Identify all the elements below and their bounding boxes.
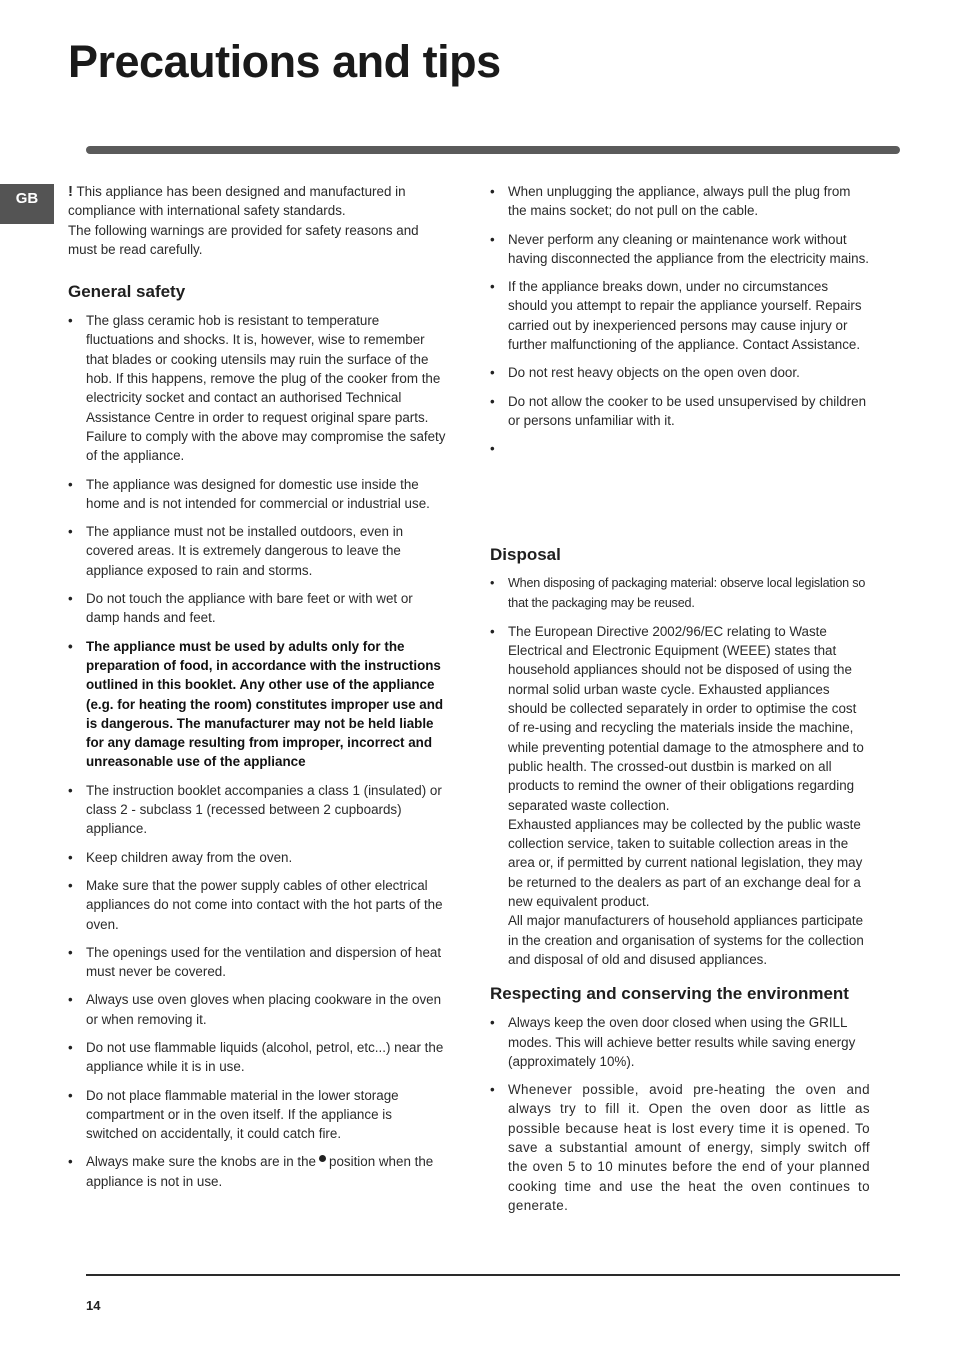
list-item: • Do not use flammable liquids (alcohol, petrol, etc...) near the appliance while it is in use. — [68, 1038, 446, 1077]
knob-text-after: position when the appliance is not in use. — [86, 1154, 434, 1189]
list-item: • The instruction booklet accompanies a class 1 (insulated) or class 2 - subclass 1 (recessed between 2 cupboards) appliance. — [68, 781, 446, 839]
list-item: • Keep children away from the oven. — [68, 848, 446, 867]
language-tab: GB — [0, 184, 54, 224]
general-safety-heading: General safety — [68, 282, 186, 302]
left-column — [68, 182, 446, 1200]
environment-list — [490, 1013, 870, 1215]
empty-list-item — [490, 439, 870, 458]
knob-text-before: Always make sure the knobs are in the — [86, 1154, 316, 1170]
list-item: • Do not touch the appliance with bare feet or with wet or damp hands and feet. — [68, 589, 446, 628]
general-safety-section — [68, 281, 446, 1191]
warning-mark: ! — [68, 183, 73, 200]
safety-list-continued — [490, 182, 870, 458]
header-divider — [86, 146, 900, 154]
page-title: Precautions and tips — [68, 36, 501, 87]
list-item-important: • The appliance must be used by adults only for the preparation of food, in accordance with the instructions outlined in this booklet. Any other use of the appliance (e.g. for heating the room) constitutes improper use and is dangerous. The manufacturer may not be held liable for any damage resulting from improper, incorrect and unreasonable use of the appliance — [68, 637, 446, 772]
disposal-section — [490, 544, 870, 969]
intro-notice — [68, 182, 446, 259]
intro-line-1: This appliance has been designed and manufactured in compliance with international safety standards. — [68, 184, 406, 219]
list-item: • Always use oven gloves when placing cookware in the oven or when removing it. — [68, 990, 446, 1029]
list-item-weee — [490, 622, 870, 969]
disposal-heading: Disposal — [490, 545, 561, 565]
right-column — [490, 182, 870, 1224]
weee-paragraph-2: Exhausted appliances may be collected by the public waste collection service, taken to suitable collection areas in the area or, if permitted by current national legislation, they may be returned to the dealers as part of an exchange deal for a new equivalent product. — [508, 816, 863, 910]
list-item: • When unplugging the appliance, always pull the plug from the mains socket; do not pull on the cable. — [490, 182, 870, 221]
list-item: • The appliance was designed for domestic use inside the home and is not intended for commercial or industrial use. — [68, 475, 446, 514]
general-safety-list — [68, 311, 446, 1191]
list-item: • Whenever possible, avoid pre-heating the oven and always try to fill it. Open the oven door as little as possible because heat is lost every time it is opened. To save a substantial amount of energy, simply switch off the oven 5 to 10 minutes before the end of your planned cooking time and use the heat the oven continues to generate. — [490, 1080, 870, 1215]
list-item: • When disposing of packaging material: observe local legislation so that the packaging may be reused. — [490, 574, 870, 613]
intro-line-2: The following warnings are provided for safety reasons and must be read carefully. — [68, 222, 419, 257]
list-item: • Never perform any cleaning or maintenance work without having disconnected the appliance from the electricity mains. — [490, 230, 870, 269]
weee-paragraph-1: • The European Directive 2002/96/EC relating to Waste Electrical and Electronic Equipment (WEEE) states that household appliances should not be disposed of using the normal solid urban waste cycle. Exhausted appliances should be collected separately in order to optimise the cost of re-using and recycling the materials inside the machine, while preventing potential damage to the atmosphere and to public health. The crossed-out dustbin is marked on all products to remind the owner of their obligations regarding separated waste collection. — [508, 623, 864, 813]
list-item: • Do not place flammable material in the lower storage compartment or in the oven itself. If the appliance is switched on accidentally, it could catch fire. — [68, 1086, 446, 1144]
list-item: • The openings used for the ventilation and dispersion of heat must never be covered. — [68, 943, 446, 982]
disposal-list — [490, 574, 870, 969]
list-item: • Do not rest heavy objects on the open oven door. — [490, 363, 870, 382]
environment-section — [490, 983, 870, 1215]
list-item: • If the appliance breaks down, under no circumstances should you attempt to repair the appliance yourself. Repairs carried out by inexperienced persons may cause injury or further malfunctioning of the appliance. Contact Assistance. — [490, 277, 870, 354]
list-item: • Do not allow the cooker to be used unsupervised by children or persons unfamiliar with it. — [490, 392, 870, 431]
footer-divider — [86, 1274, 900, 1276]
page-number: 14 — [86, 1298, 101, 1313]
knob-off-position-icon — [319, 1155, 326, 1162]
list-item-knobs — [68, 1152, 446, 1191]
weee-paragraph-3: All major manufacturers of household appliances participate in the creation and organisation of systems for the collection and disposal of old and disused appliances. — [508, 913, 864, 967]
environment-heading: Respecting and conserving the environment — [490, 984, 849, 1004]
list-item: • The appliance must not be installed outdoors, even in covered areas. It is extremely dangerous to leave the appliance exposed to rain and storms. — [68, 522, 446, 580]
list-item: • Make sure that the power supply cables of other electrical appliances do not come into contact with the hot parts of the oven. — [68, 876, 446, 934]
list-item: • Always keep the oven door closed when using the GRILL modes. This will achieve better results while saving energy (approximately 10%). — [490, 1013, 870, 1071]
list-item: • The glass ceramic hob is resistant to temperature fluctuations and shocks. It is, however, wise to remember that blades or cooking utensils may ruin the surface of the hob. If this happens, remove the plug of the cooker from the electricity socket and contact an authorised Technical Assistance Centre in order to request original spare parts. Failure to comply with the above may compromise the safety of the appliance. — [68, 311, 446, 465]
